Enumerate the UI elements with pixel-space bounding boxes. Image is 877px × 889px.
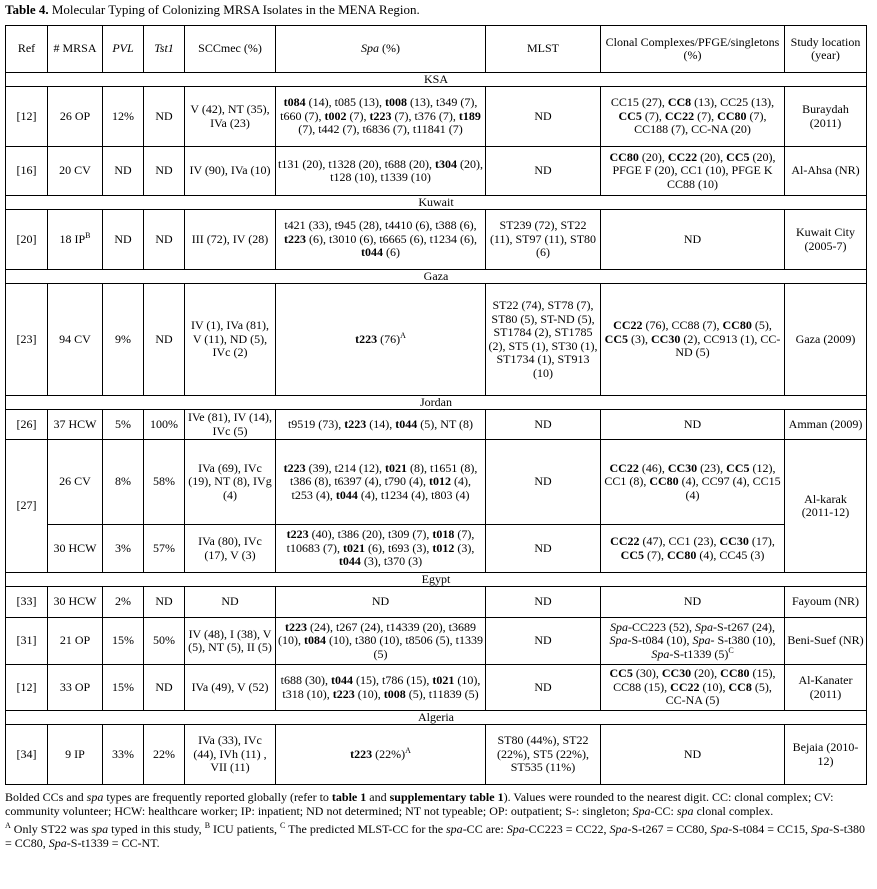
cell-mlst: ST80 (44%), ST22 (22%), ST5 (22%), ST535 (11%) [486, 725, 601, 785]
cell-tst1: 58% [144, 440, 185, 525]
text-segment: (39), t214 (12), [305, 460, 385, 475]
footnote-marker: B [85, 230, 91, 240]
cell-pvl: 15% [103, 665, 144, 711]
bold-term: CC80 [649, 474, 679, 489]
cell-clonal: ND [601, 725, 785, 785]
table-row [6, 725, 867, 785]
cell-ref: [16] [6, 147, 48, 196]
text-segment: -CC223 = CC22, [524, 822, 610, 836]
text-segment: (3), [628, 331, 651, 346]
bold-term: CC5 [726, 460, 750, 475]
text-segment: ). Values were rounded to the nearest digit. CC: clonal complex; CV: community volunteer; HCW: healthcare worker; IP: inpatient; ND not determined; NT not typeable; OP: outpatient; S-: singleton; [5, 790, 834, 818]
cell-tst1: 50% [144, 618, 185, 665]
bold-term: CC22 [664, 108, 695, 123]
cell-mlst: ND [486, 525, 601, 573]
text-segment: (5), t11839 (5) [405, 686, 479, 701]
bold-term: t012 [432, 540, 455, 555]
cell-ref: [31] [6, 618, 48, 665]
cell-sccmec: IVa (80), IVc (17), V (3) [185, 525, 276, 573]
text-segment: typed in this study, [108, 822, 205, 836]
cell-clonal: ND [601, 410, 785, 440]
cell-tst1: 100% [144, 410, 185, 440]
cell-clonal [601, 284, 785, 396]
text-segment: (15), t786 (15), [353, 673, 433, 687]
text-segment: -S-t1339 (5) [669, 646, 729, 661]
caption-label: Table 4. [5, 2, 49, 17]
text-segment: (22%) [372, 746, 406, 761]
text-segment: (4), CC45 (3) [696, 547, 765, 562]
cell-ref: [23] [6, 284, 48, 396]
footnote-marker: A [400, 330, 406, 340]
bold-term: t044 [338, 554, 361, 569]
cell-location: Kuwait City (2005-7) [785, 210, 867, 270]
cell-mlst: ST22 (74), ST78 (7), ST80 (5), ST-ND (5), ST1784 (2), ST1785 (2), ST5 (1), ST30 (1), ST1734 (1), ST913 (10) [486, 284, 601, 396]
text-segment: (20), [691, 666, 721, 681]
cell-spa [276, 87, 486, 147]
bold-term: t021 [343, 540, 365, 555]
header-mrsa: # MRSA [48, 26, 103, 73]
footnote-markers [5, 823, 866, 850]
text-segment: Only ST22 was [10, 822, 92, 836]
cell-clonal: ND [601, 210, 785, 270]
text-segment: (6), t693 (3), [365, 540, 433, 555]
italic-term: Spa [48, 835, 67, 850]
italic-term: Spa [632, 803, 651, 818]
cell-ref: [12] [6, 665, 48, 711]
cell-sccmec: IVa (49), V (52) [185, 665, 276, 711]
header-location: Study location (year) [785, 26, 867, 73]
bold-term: t021 [385, 460, 407, 475]
cell-mrsa: 21 OP [48, 618, 103, 665]
cell-spa [276, 665, 486, 711]
cell-spa [276, 147, 486, 196]
cell-spa [276, 410, 486, 440]
text-segment: (5), NT (8) [417, 416, 474, 431]
cell-ref: [27] [6, 440, 48, 573]
cell-sccmec: III (72), IV (28) [185, 210, 276, 270]
text-segment: ICU patients, [210, 822, 281, 836]
text-segment: (10), t318 (10), [282, 673, 481, 701]
text-segment: (10), t380 (10), t8506 (5), t1339 (5) [326, 633, 483, 661]
table-row [6, 665, 867, 711]
bold-term: CC80 [722, 318, 752, 333]
cell-mrsa: 9 IP [48, 725, 103, 785]
section-egypt: Egypt [6, 573, 867, 587]
cell-location: Al-karak (2011-12) [785, 440, 867, 573]
bold-term: CC5 [620, 547, 644, 562]
cell-mrsa: 37 HCW [48, 410, 103, 440]
text-segment: CC15 (27), [610, 95, 668, 110]
bold-term: CC5 [609, 666, 633, 681]
text-segment: (7), CC188 (7), CC-NA (20) [634, 108, 767, 137]
bold-term: t044 [361, 245, 383, 260]
italic-term: Spa [710, 822, 729, 836]
mrsa-typing-table [5, 25, 867, 785]
text-segment: The predicted MLST-CC for the [285, 822, 447, 836]
text-segment: (7), [644, 547, 667, 562]
bold-term: CC22 [613, 318, 643, 333]
text-segment: (5), [751, 318, 772, 333]
text-segment: -S-t380 = CC80, [5, 822, 866, 850]
italic-term: Spa [506, 822, 525, 836]
section-jordan: Jordan [6, 396, 867, 410]
section-row [6, 711, 867, 725]
bold-term: CC30 [667, 460, 698, 475]
text-segment: -CC: [650, 803, 677, 818]
bold-term: t223 [369, 108, 392, 123]
table-row [6, 410, 867, 440]
bold-term: t008 [385, 95, 407, 110]
text-segment: (17), [748, 534, 775, 548]
cell-sccmec: ND [185, 587, 276, 618]
text-segment: (10), [699, 679, 729, 694]
bold-term: CC8 [667, 95, 692, 110]
italic-term: Spa [610, 619, 628, 634]
bold-term: t002 [324, 108, 347, 123]
text-segment: -CC223 (52), [628, 619, 695, 634]
bold-term: t223 [332, 686, 355, 701]
cell-sccmec: IVa (33), IVc (44), IVh (11) , VII (11) [185, 725, 276, 785]
bold-term: t223 [285, 619, 307, 634]
footnote-abbreviations [5, 791, 866, 818]
header-spa-italic: Spa [361, 41, 379, 56]
text-segment: (3), t370 (3) [360, 554, 423, 569]
italic-term: Spa [651, 646, 670, 661]
cell-mlst: ND [486, 665, 601, 711]
text-segment: (4), t1234 (4), t803 (4) [357, 487, 470, 502]
cell-spa [276, 284, 486, 396]
header-ref: Ref [6, 26, 48, 73]
bold-term: t223 [350, 746, 373, 761]
cell-sccmec: IV (48), I (38), V (5), NT (5), II (5) [185, 618, 276, 665]
section-algeria: Algeria [6, 711, 867, 725]
text-segment: and [366, 790, 390, 804]
text-segment: (8), t1651 (8), t386 (8), t6397 (4), t790 (4), [290, 460, 478, 489]
table-row [6, 210, 867, 270]
cell-clonal [601, 440, 785, 525]
section-row [6, 73, 867, 87]
text-segment: (47), CC1 (23), [639, 534, 720, 548]
text-segment: (12), CC1 (8), [604, 460, 776, 489]
text-segment: (20), t128 (10), t1339 (10) [330, 156, 483, 184]
text-segment: (20), PFGE F (20), CC1 (10), PFGE K CC88 (10) [612, 149, 776, 191]
italic-term: spa [86, 790, 104, 804]
bold-term: t012 [428, 474, 451, 489]
cell-pvl: 33% [103, 725, 144, 785]
bold-term: CC22 [610, 534, 640, 548]
cell-spa [276, 210, 486, 270]
section-row [6, 573, 867, 587]
text-segment: (5), CC-NA (5) [665, 679, 772, 708]
bold-term: t084 [283, 95, 306, 110]
italic-term: Spa [609, 822, 628, 836]
cell-location: Al-Ahsa (NR) [785, 147, 867, 196]
cell-mrsa-value: 18 IP [59, 231, 86, 246]
bold-term: t223 [283, 460, 306, 475]
table-row [6, 525, 867, 573]
cell-clonal [601, 87, 785, 147]
italic-term: spa [676, 803, 694, 818]
text-segment: (40), t386 (20), t309 (7), [308, 527, 433, 542]
text-segment: (7), [641, 108, 665, 123]
bold-term: CC80 [720, 666, 750, 681]
text-segment: -S-t267 = CC80, [627, 822, 711, 836]
text-segment: (2), CC913 (1), CC-ND (5) [675, 331, 781, 360]
cell-ref: [20] [6, 210, 48, 270]
bold-term: t044 [331, 673, 353, 687]
cell-tst1: ND [144, 587, 185, 618]
text-segment: (24), t267 (24), t14339 (20), t3689 (10), [278, 619, 476, 648]
italic-term: Spa [692, 633, 711, 648]
text-segment: -S-t267 (24), [713, 619, 775, 634]
italic-term: spa [446, 822, 463, 836]
italic-term: spa [91, 822, 109, 836]
cell-location: Amman (2009) [785, 410, 867, 440]
italic-term: Spa [609, 633, 628, 648]
bold-term: t044 [335, 487, 358, 502]
text-segment: (7), t442 (7), t6836 (7), t11841 (7) [298, 122, 463, 137]
caption-text: Molecular Typing of Colonizing MRSA Isolates in the MENA Region. [48, 2, 420, 17]
cell-tst1: ND [144, 87, 185, 147]
cell-mrsa: 33 OP [48, 665, 103, 711]
section-row [6, 396, 867, 410]
bold-term: CC5 [618, 108, 642, 123]
bold-term: t223 [286, 527, 309, 542]
text-segment: (3), [454, 540, 475, 555]
text-segment: (7), t376 (7), [391, 108, 459, 123]
text-segment: (20), [697, 149, 727, 164]
footnote-marker: B [204, 821, 211, 830]
header-spa-rest: (%) [379, 41, 400, 56]
cell-mlst: ND [486, 587, 601, 618]
cell-location: Buraydah (2011) [785, 87, 867, 147]
cell-tst1: ND [144, 210, 185, 270]
cell-mrsa: 30 HCW [48, 525, 103, 573]
section-gaza: Gaza [6, 270, 867, 284]
table-row [6, 147, 867, 196]
cell-mrsa: 30 HCW [48, 587, 103, 618]
cell-pvl: 3% [103, 525, 144, 573]
text-segment: (20), [638, 149, 668, 164]
cell-pvl: 5% [103, 410, 144, 440]
cell-mlst: ND [486, 618, 601, 665]
bold-term: CC30 [661, 666, 692, 681]
cell-pvl: 12% [103, 87, 144, 147]
cell-mlst: ND [486, 147, 601, 196]
cell-sccmec: IV (1), IVa (81), V (11), ND (5), IVc (2) [185, 284, 276, 396]
cell-tst1: 57% [144, 525, 185, 573]
cell-clonal [601, 665, 785, 711]
cell-spa [276, 525, 486, 573]
bold-term: CC80 [717, 108, 747, 123]
text-segment: (23), [697, 460, 727, 475]
text-segment: -S-t084 (10), [627, 633, 693, 648]
header-spa [276, 26, 486, 73]
text-segment: -CC are: [462, 822, 507, 836]
bold-term: CC30 [651, 331, 681, 346]
cell-tst1: ND [144, 284, 185, 396]
text-segment: (6) [383, 245, 400, 260]
text-segment: Bolded CCs and [5, 790, 87, 804]
cell-spa: ND [276, 587, 486, 618]
cell-mlst: ND [486, 440, 601, 525]
text-segment: (15), CC88 (15), [613, 666, 776, 694]
text-segment: t9519 (73), [287, 416, 345, 431]
bold-term: t304 [434, 156, 457, 171]
text-segment: t131 (20), t1328 (20), t688 (20), [278, 156, 435, 171]
footnote-marker: A [5, 821, 11, 830]
cell-mlst: ND [486, 410, 601, 440]
text-segment: (14), [366, 416, 396, 431]
cell-location: Al-Kanater (2011) [785, 665, 867, 711]
cell-pvl: 9% [103, 284, 144, 396]
cell-sccmec: IVe (81), IV (14), IVc (5) [185, 410, 276, 440]
header-pvl: PVL [103, 26, 144, 73]
text-segment: (6), t3010 (6), t6665 (6), t1234 (6), [306, 231, 477, 246]
bold-term: CC30 [719, 534, 749, 548]
cell-mrsa: 94 CV [48, 284, 103, 396]
text-segment: -S-t1339 = CC-NT. [66, 835, 160, 850]
text-segment: clonal complex. [693, 803, 774, 818]
cell-ref: [12] [6, 87, 48, 147]
cell-spa [276, 618, 486, 665]
bold-term: t223 [344, 416, 367, 431]
text-segment: -S-t084 = CC15, [728, 822, 812, 836]
table-footnotes [5, 791, 866, 850]
text-segment: (7), [346, 108, 370, 123]
text-segment: t421 (33), t945 (28), t4410 (6), t388 (6), [284, 218, 477, 233]
cell-sccmec: V (42), NT (35), IVa (23) [185, 87, 276, 147]
cell-tst1: ND [144, 665, 185, 711]
table-row [6, 284, 867, 396]
bold-term: t223 [284, 231, 306, 246]
cell-clonal [601, 525, 785, 573]
text-segment: (10), [354, 686, 384, 701]
text-segment: t688 (30), [280, 673, 331, 687]
cell-spa [276, 440, 486, 525]
bold-term: CC8 [728, 679, 752, 694]
bold-term: CC80 [609, 149, 639, 164]
footnote-marker: C [280, 821, 286, 830]
bold-term: supplementary table 1 [389, 790, 504, 804]
cell-pvl: 2% [103, 587, 144, 618]
cell-pvl: ND [103, 147, 144, 196]
cell-spa [276, 725, 486, 785]
cell-pvl: 8% [103, 440, 144, 525]
cell-tst1: ND [144, 147, 185, 196]
bold-term: t189 [458, 108, 481, 123]
text-segment: - S-t380 (10), [710, 633, 776, 648]
bold-term: table 1 [331, 790, 367, 804]
cell-mrsa: 26 OP [48, 87, 103, 147]
cell-location: Fayoum (NR) [785, 587, 867, 618]
cell-mlst: ND [486, 87, 601, 147]
text-segment: (4), CC97 (4), CC15 (4) [678, 474, 781, 502]
cell-mrsa [48, 210, 103, 270]
text-segment: (13), t349 (7), t660 (7), [280, 95, 478, 123]
cell-clonal: ND [601, 587, 785, 618]
table-caption [5, 2, 873, 18]
italic-term: Spa [695, 619, 713, 634]
text-segment: types are frequently reported globally (refer to [103, 790, 332, 804]
footnote-marker: C [728, 645, 734, 655]
cell-pvl: 15% [103, 618, 144, 665]
cell-location: Beni-Suef (NR) [785, 618, 867, 665]
text-segment: (76) [377, 331, 401, 346]
header-mlst: MLST [486, 26, 601, 73]
header-clonal: Clonal Complexes/PFGE/singletons (%) [601, 26, 785, 73]
bold-term: t084 [304, 633, 326, 648]
section-row [6, 196, 867, 210]
bold-term: t008 [383, 686, 406, 701]
cell-sccmec: IVa (69), IVc (19), NT (8), IVg (4) [185, 440, 276, 525]
cell-clonal [601, 618, 785, 665]
table-row [6, 618, 867, 665]
section-ksa: KSA [6, 73, 867, 87]
bold-term: CC80 [667, 547, 697, 562]
text-segment: (30), [632, 666, 662, 681]
cell-ref: [33] [6, 587, 48, 618]
table-row [6, 587, 867, 618]
bold-term: CC22 [667, 149, 698, 164]
text-segment: (7), [694, 108, 718, 123]
cell-location: Gaza (2009) [785, 284, 867, 396]
cell-sccmec: IV (90), IVa (10) [185, 147, 276, 196]
section-row [6, 270, 867, 284]
text-segment: (7), t10683 (7), [286, 527, 475, 555]
text-segment: (46), [638, 460, 668, 475]
cell-mrsa: 26 CV [48, 440, 103, 525]
text-segment: (76), CC88 (7), [642, 318, 723, 333]
header-sccmec: SCCmec (%) [185, 26, 276, 73]
cell-mlst: ST239 (72), ST22 (11), ST97 (11), ST80 (6) [486, 210, 601, 270]
italic-term: Spa [811, 822, 830, 836]
bold-term: CC5 [726, 149, 750, 164]
text-segment: (13), CC25 (13), [691, 95, 775, 110]
text-segment: (4), t253 (4), [291, 474, 471, 502]
bold-term: CC5 [604, 331, 628, 346]
cell-mrsa: 20 CV [48, 147, 103, 196]
bold-term: t044 [395, 416, 418, 431]
cell-ref: [34] [6, 725, 48, 785]
table-row [6, 87, 867, 147]
bold-term: CC22 [609, 460, 639, 475]
bold-term: CC22 [670, 679, 700, 694]
table-row [6, 440, 867, 525]
header-row [6, 26, 867, 73]
table-figure [5, 2, 873, 855]
header-tst1: Tst1 [144, 26, 185, 73]
bold-term: t021 [432, 673, 455, 687]
cell-clonal [601, 147, 785, 196]
bold-term: t018 [432, 527, 455, 542]
footnote-marker: A [405, 745, 411, 755]
bold-term: t223 [355, 331, 378, 346]
cell-pvl: ND [103, 210, 144, 270]
cell-tst1: 22% [144, 725, 185, 785]
cell-location: Bejaia (2010-12) [785, 725, 867, 785]
cell-ref: [26] [6, 410, 48, 440]
section-kuwait: Kuwait [6, 196, 867, 210]
text-segment: (14), t085 (13), [305, 95, 385, 110]
